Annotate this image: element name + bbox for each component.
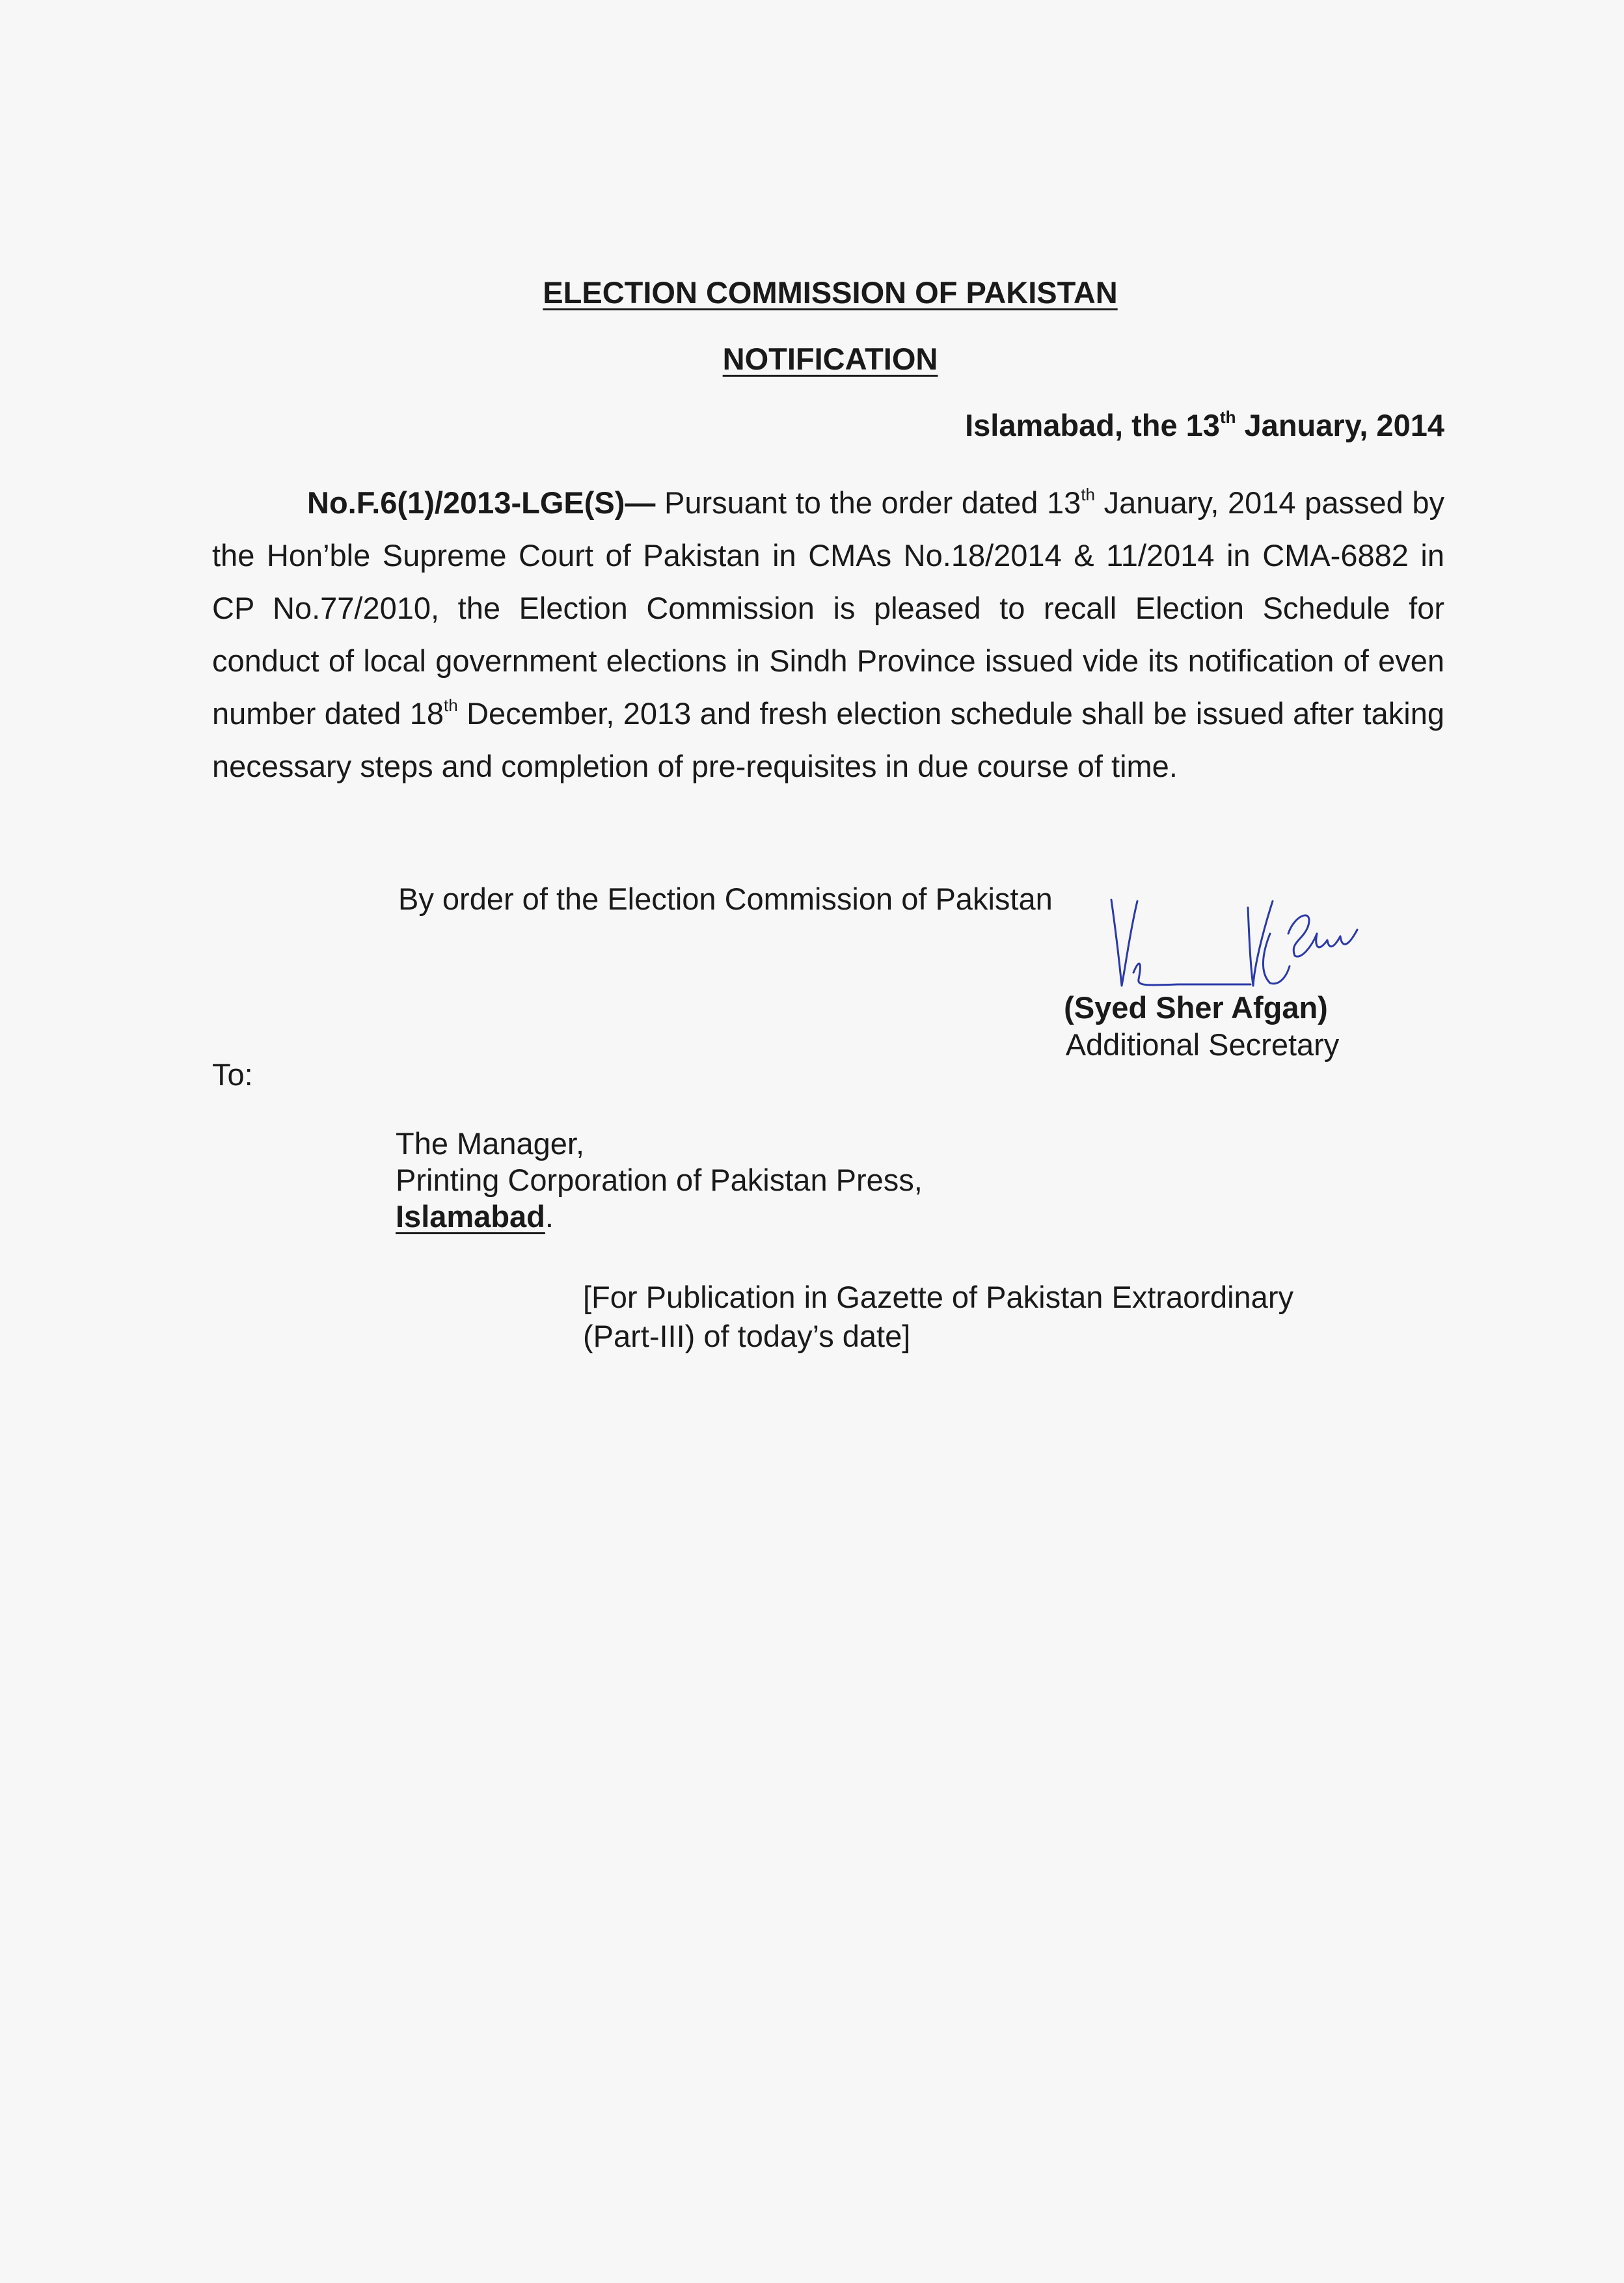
to-label: To: [212, 1057, 253, 1092]
reference-number: No.F.6(1)/2013-LGE(S)— [307, 485, 656, 520]
notification-body: No.F.6(1)/2013-LGE(S)— Pursuant to the order dated 13th January, 2014 passed by the Hon’ble Supreme Court of Pakistan in CMAs No.18/2014 & 11/2014 in CMA-6882 in CP No.77/2010, the Election Commission is pleased to recall Election Schedule for conduct of local government elections in Sindh Province issued vide its notification of even number dated 18th December, 2013 and fresh election schedule shall be issued after taking necessary steps and completion of pre-requisites in due course of time. [212, 485, 1444, 783]
recipient-line-2: Printing Corporation of Pakistan Press, [396, 1163, 923, 1197]
order-line: By order of the Election Commission of Pakistan [398, 882, 1053, 916]
handwritten-signature [1100, 888, 1379, 999]
recipient-city: Islamabad. [396, 1199, 554, 1234]
publication-note-line-1: [For Publication in Gazette of Pakistan Extraordinary [583, 1280, 1293, 1314]
dateline: Islamabad, the 13th January, 2014 [965, 407, 1444, 442]
organization-heading: ELECTION COMMISSION OF PAKISTAN [543, 275, 1118, 310]
signatory-title: Additional Secretary [1065, 1027, 1340, 1062]
recipient-line-1: The Manager, [396, 1126, 585, 1161]
signatory-name: (Syed Sher Afgan) [1064, 990, 1328, 1025]
publication-note-line-2: (Part-III) of today’s date] [583, 1319, 911, 1353]
notification-title: NOTIFICATION [722, 342, 938, 376]
